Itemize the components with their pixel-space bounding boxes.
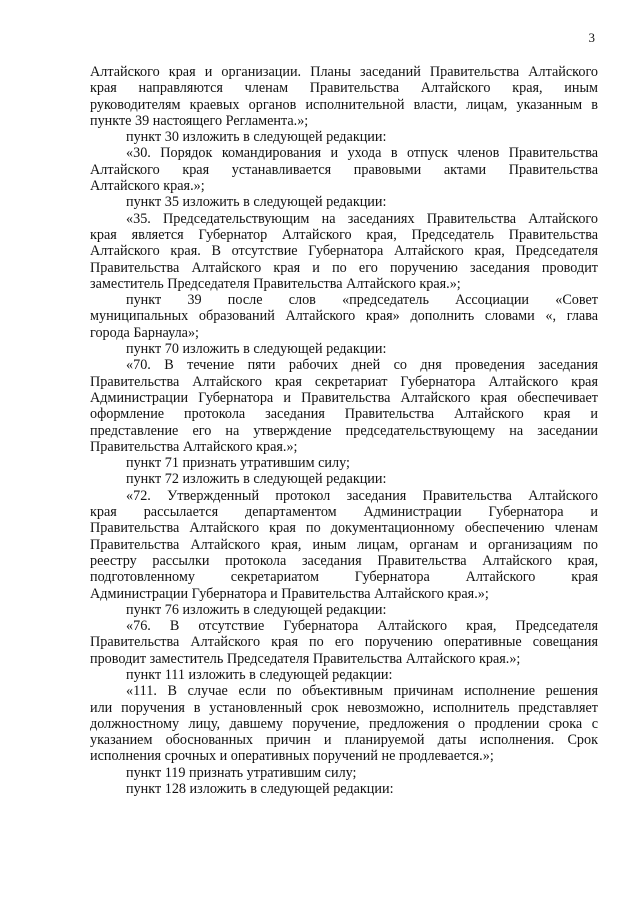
text-line: пункт 128 изложить в следующей редакции: <box>126 781 394 798</box>
text-line: проводит заместитель Председателя Правительства Алтайского края.»; <box>90 650 521 667</box>
text-line: Алтайского края. В отсутствие Губернатора Алтайского края, Председателя <box>90 243 598 260</box>
text-line: муниципальных образований Алтайского края» дополнить словами «, глава <box>90 308 598 325</box>
text-line: Правительства Алтайского края секретариат Губернатора Алтайского края <box>90 373 598 390</box>
text-line: указанием обоснованных причин и планируемой даты исполнения. Срок <box>90 732 598 749</box>
text-line: Алтайского края устанавливается правовыми актами Правительства <box>90 161 598 178</box>
page-number: 3 <box>588 30 595 45</box>
text-line: оформление протокола заседания Правительства Алтайского края и <box>90 406 598 423</box>
text-line: края направляются членам Правительства Алтайского края, иным <box>90 80 598 97</box>
text-line: Правительства Алтайского края, иным лицам, органам и организациям по <box>90 536 598 553</box>
text-line: пункт 111 изложить в следующей редакции: <box>126 666 393 683</box>
text-line: пункт 119 признать утратившим силу; <box>126 764 357 781</box>
text-line: исполнения срочных и оперативных поручений не продлевается.»; <box>90 748 494 765</box>
text-line: реестру рассылки протокола заседания Правительства Алтайского края, <box>90 552 598 569</box>
text-line: Администрации Губернатора и Правительства Алтайского края обеспечивает <box>90 389 598 406</box>
text-line: Правительства Алтайского края по документационному обеспечению членам <box>90 520 598 537</box>
text-line: пункт 39 после слов «председатель Ассоциации «Совет <box>126 292 598 309</box>
text-line: пункт 30 изложить в следующей редакции: <box>126 129 387 146</box>
text-line: «70. В течение пяти рабочих дней со дня проведения заседания <box>126 357 598 374</box>
text-line: пункт 76 изложить в следующей редакции: <box>126 601 387 618</box>
text-line: представление его на утверждение председательствующему на заседании <box>90 422 598 439</box>
text-line: Правительства Алтайского края по его поручению оперативные совещания <box>90 634 598 651</box>
text-line: Алтайского края и организации. Планы заседаний Правительства Алтайского <box>90 64 598 80</box>
text-line: «35. Председательствующим на заседаниях Правительства Алтайского <box>126 210 598 227</box>
text-line: «111. В случае если по объективным причинам исполнение решения <box>126 683 598 700</box>
text-line: руководителям краевых органов исполнительной власти, лицам, указанным в <box>90 96 598 113</box>
document-body <box>90 64 598 797</box>
text-line: края является Губернатор Алтайского края, Председатель Правительства <box>90 226 598 243</box>
text-line: пункт 72 изложить в следующей редакции: <box>126 471 387 488</box>
text-line: или поручения в установленный срок невозможно, исполнитель представляет <box>90 699 598 716</box>
text-line: пункт 70 изложить в следующей редакции: <box>126 341 387 358</box>
text-line: Правительства Алтайского края и по его поручению заседания проводит <box>90 259 598 276</box>
text-line: пункт 71 признать утратившим силу; <box>126 455 350 472</box>
text-line: должностному лицу, давшему поручение, предложения о продлении срока с <box>90 715 598 732</box>
text-line: «72. Утвержденный протокол заседания Правительства Алтайского <box>126 487 598 504</box>
text-line: Администрации Губернатора и Правительства Алтайского края.»; <box>90 585 489 602</box>
text-line: Алтайского края.»; <box>90 178 205 195</box>
text-line: заместитель Председателя Правительства Алтайского края.»; <box>90 275 461 292</box>
text-line: пункте 39 настоящего Регламента.»; <box>90 112 309 129</box>
text-line: «76. В отсутствие Губернатора Алтайского края, Председателя <box>126 618 598 635</box>
text-line: «30. Порядок командирования и ухода в отпуск членов Правительства <box>126 145 598 162</box>
text-line: Правительства Алтайского края.»; <box>90 438 298 455</box>
text-line: города Барнаула»; <box>90 324 199 341</box>
text-line: подготовленному секретариатом Губернатора Алтайского края <box>90 569 598 586</box>
text-line: края рассылается департаментом Администрации Губернатора и <box>90 504 598 521</box>
text-line: пункт 35 изложить в следующей редакции: <box>126 194 387 211</box>
